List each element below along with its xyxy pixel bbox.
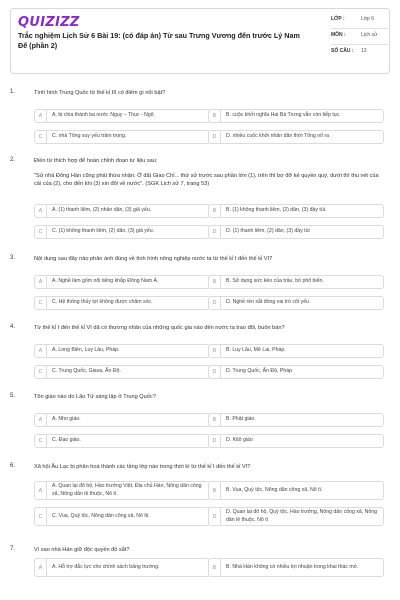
option-letter: A: [35, 559, 47, 576]
option-text: D. Nghề rèn sắt đóng vai trò cốt yếu: [226, 299, 310, 306]
option-letter: A: [35, 276, 47, 288]
question-text: Tình hình Trung Quốc từ thế kỉ III có điểm gì nổi bật?: [34, 90, 166, 96]
option-letter: A: [35, 482, 47, 499]
option-a[interactable]: [34, 275, 210, 289]
option-text: D. Trung Quốc, Ấn Độ, Pháp: [226, 368, 293, 375]
option-text: A. Nho giáo.: [52, 416, 81, 423]
option-letter: A: [35, 205, 47, 217]
option-text: D. Kitô giáo: [226, 437, 253, 444]
option-letter: A: [35, 345, 47, 357]
question-text: Từ thế kỉ I đến thế kỉ VI dã có thương nhân của những quốc gia nào đến nước ta trao đổi, buôn bán?: [34, 325, 285, 331]
option-d[interactable]: [208, 130, 384, 144]
option-c[interactable]: [34, 130, 210, 144]
option-letter: D: [209, 366, 221, 378]
option-b[interactable]: [208, 109, 384, 123]
option-b[interactable]: [208, 413, 384, 427]
option-text: B. cuộc khởi nghĩa Hai Bà Trưng vẫn còn tiếp tục.: [226, 112, 341, 119]
option-text: A. Long Biên, Luy Lâu, Pháp.: [52, 347, 120, 354]
option-text: A. Nghề làm gốm nổi tiếng khắp Đông Nam Á.: [52, 278, 159, 285]
option-text: A. (1) thanh liêm, (2) nhân dân, (3) giả yếu.: [52, 207, 152, 214]
question-number: 6.: [10, 463, 16, 469]
option-letter: A: [35, 414, 47, 426]
option-text: C. nhà Tống suy yếu trầm trọng.: [52, 133, 127, 140]
meta-label: MÔN :: [331, 32, 346, 38]
meta-value: Lớp 6: [361, 16, 375, 22]
option-a[interactable]: [34, 481, 210, 500]
option-letter: D: [209, 226, 221, 238]
question-text: Điền từ thích hợp để hoàn chỉnh đoạn tư liệu sau:: [34, 158, 158, 164]
document-header: [10, 8, 390, 74]
option-text: A. Hỗ trợ đắc lực cho chính sách bảng trường.: [52, 563, 160, 570]
option-letter: B: [209, 482, 221, 499]
option-a[interactable]: [34, 109, 210, 123]
option-letter: B: [209, 276, 221, 288]
option-letter: C: [35, 366, 47, 378]
option-c[interactable]: [34, 296, 210, 310]
option-text: B. Sử dụng sức kéo của trâu, bò phổ biến.: [226, 278, 324, 285]
option-a[interactable]: [34, 558, 210, 577]
question-number: 7.: [10, 546, 16, 552]
option-b[interactable]: [208, 275, 384, 289]
option-b[interactable]: [208, 344, 384, 358]
option-letter: C: [35, 508, 47, 525]
option-a[interactable]: [34, 413, 210, 427]
question-text: Vì sao nhà Hán giữ độc quyền đồ sắt?: [34, 547, 130, 553]
option-text: C. Vua, Quý tộc, Nông dân công xã, Nô lệ.: [52, 512, 150, 519]
option-letter: D: [209, 435, 221, 447]
option-letter: B: [209, 559, 221, 576]
option-a[interactable]: [34, 204, 210, 218]
option-text: D. (1) thanh liêm, (2) dân, (3) đầy túi: [226, 228, 310, 235]
option-text: B. Vua, Quý tộc, Nông dân công xã, Nô tì.: [226, 486, 323, 493]
option-d[interactable]: [208, 225, 384, 239]
option-c[interactable]: [34, 507, 210, 526]
option-text: C. Đạo giáo.: [52, 437, 81, 444]
meta-label: LỚP :: [331, 16, 345, 22]
meta-row-count: [331, 45, 387, 61]
option-letter: A: [35, 110, 47, 122]
option-a[interactable]: [34, 344, 210, 358]
option-d[interactable]: [208, 434, 384, 448]
option-letter: D: [209, 297, 221, 309]
option-letter: C: [35, 131, 47, 143]
option-text: A. Quan lại đô hộ, Hào trưởng Việt, Địa chủ Hán, Nông dân công xã, Nông dân lệ thuộc, Nô tì.: [52, 483, 202, 497]
question-number: 1.: [10, 89, 16, 95]
option-b[interactable]: [208, 558, 384, 577]
question-number: 2.: [10, 157, 16, 163]
option-text: B. (1) không thanh liêm, (2) dân, (3) đầy túi.: [226, 207, 327, 214]
option-text: C. Trung Quốc, Giava, Ấn Độ.: [52, 368, 121, 375]
option-text: C. (1) không thanh liêm, (2) dân, (3) giả yếu.: [52, 228, 155, 235]
option-letter: B: [209, 345, 221, 357]
meta-row-subject: [331, 29, 387, 45]
question-number: 3.: [10, 255, 16, 261]
option-d[interactable]: [208, 296, 384, 310]
option-text: D. Quan lại đô hộ, Quý tộc, Hào trưởng, Nông dân công xã, Nông dân lệ thuộc, Nô tì: [226, 509, 378, 523]
brand-logo: QUIZIZZ: [18, 15, 80, 30]
meta-value: 13: [361, 48, 367, 54]
option-text: B. Phật giáo.: [226, 416, 256, 423]
option-text: D. nhiều cuộc khởi nhân dân thời Tống nổ ra: [226, 133, 330, 140]
option-text: A. bị chia thành ba nước Ngụy – Thục - Ngô: [52, 112, 154, 119]
question-number: 5.: [10, 393, 16, 399]
option-d[interactable]: [208, 365, 384, 379]
option-letter: C: [35, 435, 47, 447]
option-letter: D: [209, 131, 221, 143]
option-letter: C: [35, 297, 47, 309]
question-number: 4.: [10, 324, 16, 330]
option-letter: B: [209, 414, 221, 426]
meta-row-grade: [331, 13, 387, 29]
question-text: Tôn giáo nào do Lão Tử sáng lập ở Trung Quốc?: [34, 394, 156, 400]
meta-value: Lịch sử: [361, 32, 378, 38]
option-c[interactable]: [34, 365, 210, 379]
question-quote: "Sử nhà Đông Hán cũng phải thừa nhận: Ở đất Giao Chỉ... thứ sử trước sau phần lớn (1), trên thì bợ đỡ kẻ quyền quý, dưới thì thu vét của cải của (2), cho đến khi (3) xin đổi về nước". (SGK Lịch sử 7, trang 53): [34, 173, 379, 188]
option-letter: C: [35, 226, 47, 238]
option-text: B. Luy Lâu, Mê Lai, Pháp.: [226, 347, 286, 354]
option-d[interactable]: [208, 507, 384, 526]
option-letter: B: [209, 110, 221, 122]
meta-table: [331, 13, 387, 61]
option-text: B. Nhà Hán không có nhiều lợi nhuận trong khai thác mỏ.: [226, 563, 359, 570]
question-text: Nội dung sau đây nào phản ánh đúng về tình hình nông nghiệp nước ta từ thế kỉ I đến thế kỉ VI?: [34, 256, 273, 262]
option-c[interactable]: [34, 434, 210, 448]
option-letter: B: [209, 205, 221, 217]
option-c[interactable]: [34, 225, 210, 239]
question-text: Xã hội Âu Lạc bị phân hoá thành các tầng lớp nào trong thời kì từ thế kỉ I đến thế kỉ VI?: [34, 464, 251, 470]
meta-label: SỐ CÂU :: [331, 48, 354, 54]
option-b[interactable]: [208, 481, 384, 500]
option-b[interactable]: [208, 204, 384, 218]
option-text: C. Hệ thống thủy lợi không được chăm sóc.: [52, 299, 153, 306]
document-title: Trắc nghiệm Lịch Sử 6 Bài 19: (có đáp án) Từ sau Trưng Vương đến trước Lý Nam Đế (phần 2): [18, 31, 300, 51]
option-letter: D: [209, 508, 221, 525]
